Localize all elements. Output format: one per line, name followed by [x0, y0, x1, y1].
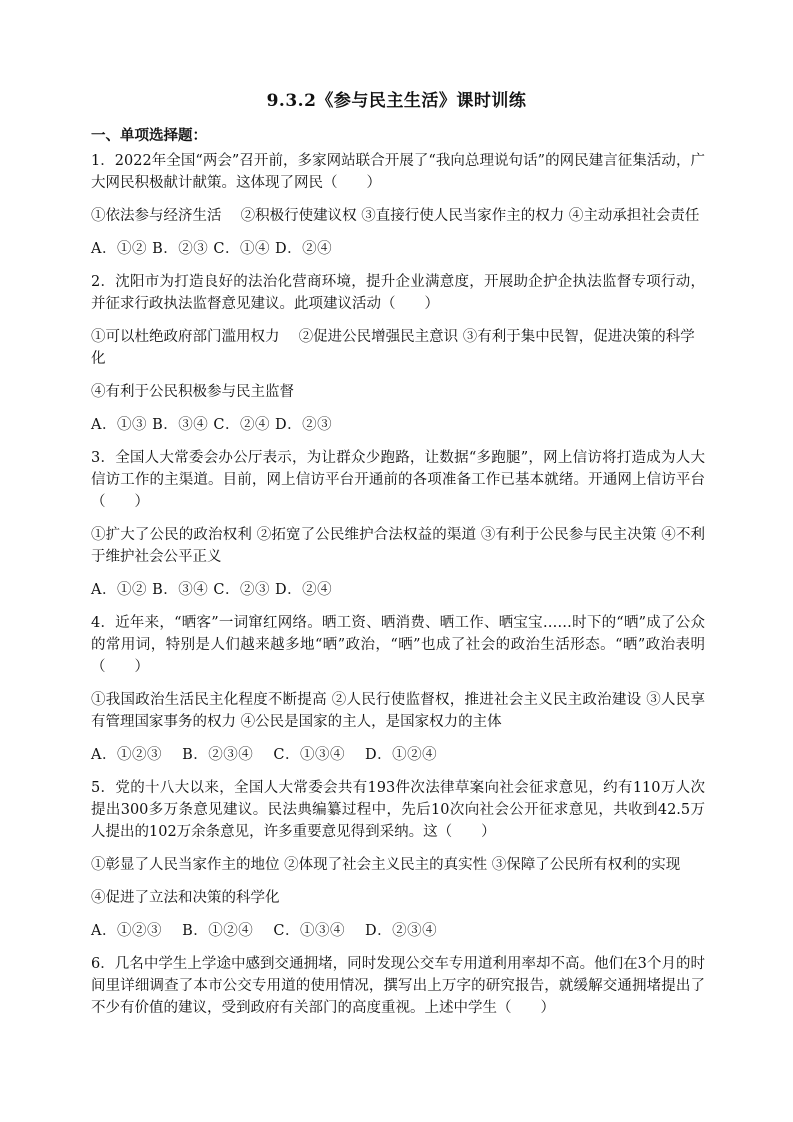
question-statements: ①扩大了公民的政治权利 ②拓宽了公民维护合法权益的渠道 ③有利于公民参与民主决策 ④不利于维护社会公平正义 — [91, 527, 705, 565]
page-title: 9.3.2《参与民主生活》课时训练 — [266, 91, 527, 111]
question-2 — [91, 271, 705, 436]
question-stem: 3．全国人大常委会办公厅表示，为让群众少跑路，让数据“多跑腿”，网上信访将打造成为人大信访工作的主渠道。目前，网上信访平台开通前的各项准备工作已基本就绪。开通网上信访平台（ ） — [91, 450, 705, 510]
question-statements: ①彰显了人民当家作主的地位 ②体现了社会主义民主的真实性 ③保障了公民所有权利的实现 — [91, 857, 681, 873]
question-statements: ①依法参与经济生活 ②积极行使建议权 ③直接行使人民当家作主的权力 ④主动承担社会责任 — [91, 208, 700, 224]
section-heading: 一、单项选择题： — [91, 127, 207, 144]
question-statements: ①我国政治生活民主化程度不断提高 ②人民行使监督权，推进社会主义民主政治建设 ③人民享有管理国家事务的权力 ④公民是国家的主人，是国家权力的主体 — [91, 692, 705, 730]
question-statements: ④促进了立法和决策的科学化 — [91, 890, 280, 906]
question-list — [91, 150, 705, 1030]
question-5 — [91, 777, 705, 942]
answer-options: A．①③ B．③④ C．②④ D．②③ — [91, 417, 333, 433]
question-stem: 2．沈阳市为打造良好的法治化营商环境，提升企业满意度，开展助企护企执法监督专项行动，并征求行政执法监督意见建议。此项建议活动（ ） — [91, 274, 705, 312]
answer-options: A．①②③ B．①②④ C．①③④ D．②③④ — [91, 923, 438, 939]
answer-options: A．①② B．②③ C．①④ D．②④ — [91, 241, 333, 257]
question-stem: 4．近年来，“晒客”一词窜红网络。晒工资、晒消费、晒工作、晒宝宝……时下的“晒”成了公众的常用词，特别是人们越来越多地“晒”政治，“晒”也成了社会的政治生活形态。“晒”政治表明（ ） — [91, 615, 705, 675]
question-6 — [91, 953, 705, 1019]
question-stem: 1．2022年全国“两会”召开前，多家网站联合开展了“我向总理说句话”的网民建言征集活动，广大网民积极献计献策。这体现了网民（ ） — [91, 153, 705, 191]
question-statements: ④有利于公民积极参与民主监督 — [91, 384, 294, 400]
question-stem: 5．党的十八大以来，全国人大常委会共有193件次法律草案向社会征求意见，约有110万人次提出300多万条意见建议。民法典编纂过程中，先后10次向社会公开征求意见，共收到42.5万人提出的102万余条意见，许多重要意见得到采纳。这（ ） — [91, 780, 705, 840]
question-1 — [91, 150, 705, 260]
question-3 — [91, 447, 705, 601]
question-4 — [91, 612, 705, 766]
question-statements: ①可以杜绝政府部门滥用权力 ②促进公民增强民主意识 ③有利于集中民智，促进决策的科学化 — [91, 329, 695, 367]
answer-options: A．①②③ B．②③④ C．①③④ D．①②④ — [91, 747, 438, 763]
answer-options: A．①② B．③④ C．②③ D．②④ — [91, 582, 333, 598]
question-stem: 6．几名中学生上学途中感到交通拥堵，同时发现公交车专用道利用率却不高。他们在3个月的时间里详细调查了本市公交专用道的使用情况，撰写出上万字的研究报告，就缓解交通拥堵提出了不少有价值的建议，受到政府有关部门的高度重视。上述中学生（ ） — [91, 956, 705, 1016]
